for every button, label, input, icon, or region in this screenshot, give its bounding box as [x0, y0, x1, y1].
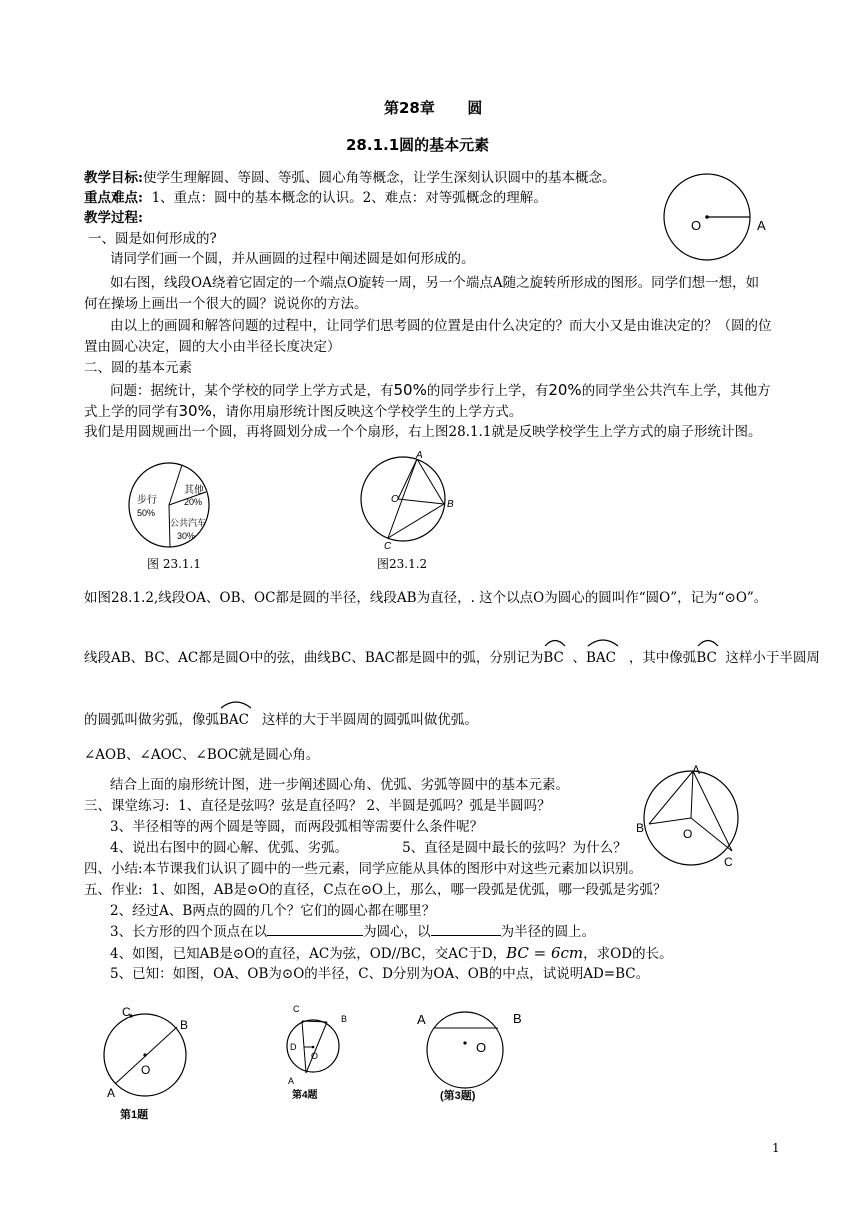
arc-bac-text: BAC: [585, 650, 616, 666]
objectives-line: [84, 168, 615, 188]
q-value-bus: 20%: [548, 381, 582, 399]
pie-label-other: 其他: [184, 485, 204, 496]
homework-3-c: 为半径的圆上。: [500, 924, 596, 940]
fig-right-label-a: A: [692, 763, 701, 777]
def2-line: [84, 648, 820, 668]
q-value-other: 30%: [178, 402, 212, 420]
figure-q3: [414, 1010, 544, 1110]
homework-3-a: 3、长方形的四个顶点在以: [110, 924, 268, 940]
key-points-text: 1、重点：圆中的基本概念的认识。2、难点：对等弧概念的理解。: [151, 190, 547, 206]
homework-4-line: [110, 943, 673, 964]
part1-p2a: 如右图，线段OA绕着它固定的一个端点O旋转一周，另一个端点A随之旋转所形成的图形。同学们想一想，如: [110, 275, 760, 291]
q-text-3: 的同学坐公共汽车上学，其他方: [581, 383, 771, 399]
def3-text-b: 这样的大于半圆周的圆弧叫做优弧。: [261, 712, 478, 728]
fig-right-label-c: C: [724, 855, 733, 869]
homework-4-b: ，求OD的长。: [583, 946, 673, 962]
key-points-label: 重点难点:: [84, 190, 143, 206]
q-text-5: ，请你用扇形统计图反映这个学校学生的上学方式。: [211, 404, 523, 420]
fig1-caption: 图 23.1.1: [147, 557, 201, 571]
def2-text-c: 这样小于半圆周: [725, 650, 820, 666]
part2-question-line2: [84, 401, 522, 422]
homework-3-line: [110, 922, 595, 942]
part4-heading: 四、小结:: [84, 861, 143, 877]
chapter-title: 第28章: [384, 99, 435, 117]
blank-center[interactable]: [267, 923, 363, 936]
q-value-walk: 50%: [393, 381, 427, 399]
homework-5: 5、已知：如图，OA、OB为⊙O的半径，C、D分别为OA、OB的中点，试说明AD=BC。: [110, 966, 650, 982]
q3-caption: (第3题): [440, 1090, 476, 1102]
q4-caption: 第4题: [292, 1090, 318, 1101]
part1-p2b: 何在操场上画出一个很大的圆？说说你的方法。: [84, 296, 368, 312]
def2-text-b: ，其中像弧: [628, 650, 697, 666]
part1-p3b: 置由圆心决定，圆的大小由半径长度决定）: [84, 339, 341, 355]
pie-label-bus: 公共汽车: [170, 518, 207, 528]
key-points-line: [84, 188, 547, 208]
figure-practice-circle: [636, 762, 746, 872]
part3-heading: 三、课堂练习:: [84, 798, 170, 814]
part4-line: [84, 859, 642, 879]
section-title: 28.1.1圆的基本元素: [346, 136, 490, 154]
part1-p3a: 由以上的画圆和解答问题的过程中，让同学们思考圆的位置是由什么决定的？而大小又是由谁决定的？（圆的位: [110, 318, 772, 334]
page-number: 1: [772, 1141, 780, 1155]
homework-1: 1、如图，AB是⊙O的直径，C点在⊙O上，那么，哪一段弧是优弧，哪一段弧是劣弧？: [151, 882, 667, 898]
practice-q5: 5、直径是圆中最长的弦吗？为什么？: [402, 840, 627, 856]
pie-chart-figure: [126, 462, 216, 552]
q1-label-o: O: [141, 1063, 151, 1077]
arc-bc-1-text: BC: [543, 650, 564, 666]
figure-q4: [286, 1002, 366, 1102]
practice-q1: 1、直径是弦吗？弦是直径吗？ 2、半圆是弧吗？弧是半圆吗？: [178, 798, 551, 814]
arc-bc-2-text: BC: [696, 650, 717, 666]
homework-3-b: 为圆心，以: [363, 924, 431, 940]
pie-value-bus: 30%: [177, 531, 196, 541]
pie-value-walk: 50%: [137, 508, 156, 518]
fig2-label-o: O: [391, 494, 399, 505]
figure-q1: [100, 1002, 200, 1122]
fig-right-label-o: O: [683, 827, 693, 841]
q3-label-a: A: [417, 1012, 426, 1027]
arc-bac: [586, 648, 616, 668]
q4-label-o: O: [311, 1051, 319, 1061]
def1: 如图28.1.2,线段OA、OB、OC都是圆的半径，线段AB为直径，. 这个以点O为圆心的圆叫作“圆O”，记为“⊙O”。: [84, 590, 768, 606]
q3-label-o: O: [476, 1040, 487, 1055]
part2-question-line1: [110, 380, 771, 401]
practice-q4: 4、说出右图中的圆心解、优弧、劣弧。: [110, 840, 349, 856]
q-text-2: 的同学步行上学，有: [426, 383, 549, 399]
pie-value-other: 20%: [184, 497, 203, 507]
practice-q3: 3、半径相等的两个圆是等圆，而两段弧相等需要什么条件呢？: [110, 819, 484, 835]
pie-divider-1: [169, 465, 182, 505]
arc-bac-2-text: BAC: [219, 712, 249, 728]
part2-heading: 二、圆的基本元素: [84, 360, 192, 376]
homework-4-equation: BC = 6cm: [506, 944, 584, 962]
q1-label-c: C: [122, 1005, 131, 1019]
part1-p1: 请同学们画一个圆，并从画圆的过程中阐述圆是如何形成的。: [110, 251, 475, 267]
q-text-4: 式上学的同学有: [84, 404, 179, 420]
q-text-1: 问题：据统计，某个学校的同学上学方式是，有: [110, 383, 394, 399]
q4-label-c: C: [293, 1004, 300, 1014]
figure-23-1-2: [360, 452, 470, 552]
q3-label-b: B: [513, 1011, 522, 1026]
figure-circle-oa: [660, 172, 766, 262]
process-label: 教学过程:: [84, 210, 143, 226]
arc-bc-1: [543, 648, 564, 668]
fig-right-label-b: B: [636, 821, 645, 835]
fig2-label-c: C: [384, 541, 392, 552]
part3-line1: [84, 796, 551, 816]
q1-caption: 第1题: [120, 1109, 149, 1121]
homework-2: 2、经过A、B两点的圆的几个？它们的圆心都在哪里？: [110, 903, 436, 919]
fig2-label-a: A: [416, 450, 423, 461]
arc-bac-2: [219, 710, 249, 730]
part2-line3: 我们是用圆规画出一个圆，再将圆划分成一个个扇形，右上图28.1.1就是反映学校学生上学方式的扇子形统计图。: [84, 424, 762, 440]
pie-label-walk: 步行: [137, 495, 157, 506]
fig2-label-b: B: [447, 499, 454, 510]
def2-text-a: 线段AB、BC、AC都是圆O中的弦，曲线BC、BAC都是圆中的弧，分别记为: [84, 650, 544, 666]
q4-label-a: A: [288, 1076, 295, 1086]
def3-line: [84, 710, 478, 730]
def5: 结合上面的扇形统计图，进一步阐述圆心角、优弧、劣弧等圆中的基本元素。: [110, 777, 569, 793]
part5-heading: 五、作业:: [84, 882, 143, 898]
objectives-text: 使学生理解圆、等圆、等弧、圆心角等概念，让学生深刻认识圆中的基本概念。: [142, 170, 616, 186]
practice-q4-line: [110, 838, 627, 858]
part5-line1: [84, 880, 667, 900]
fig2-caption: 图23.1.2: [377, 557, 428, 571]
fig-top-label-o: O: [691, 218, 702, 233]
q1-label-b: B: [180, 1018, 189, 1032]
part1-heading: 一、圆是如何形成的?: [88, 231, 217, 247]
homework-4-a: 4、如图，已知AB是⊙O的直径，AC为弦，OD//BC，交AC于D，: [110, 946, 507, 962]
arc-bc-2: [696, 648, 717, 668]
q4-label-d: D: [290, 1042, 297, 1052]
objectives-label: 教学目标:: [84, 170, 143, 186]
blank-radius[interactable]: [431, 923, 501, 936]
q4-label-b: B: [341, 1014, 348, 1024]
chapter-subject: 圆: [467, 99, 483, 117]
part4-text: 本节课我们认识了圆中的一些元素，同学应能从具体的图形中对这些元素加以识别。: [142, 861, 643, 877]
def4: ∠AOB、∠AOC、∠BOC就是圆心角。: [84, 747, 320, 763]
def3-text-a: 的圆弧叫做劣弧，像弧: [84, 712, 219, 728]
def2-sep: 、: [572, 650, 586, 666]
fig-top-label-a: A: [757, 218, 766, 233]
q1-label-a: A: [107, 1086, 116, 1100]
